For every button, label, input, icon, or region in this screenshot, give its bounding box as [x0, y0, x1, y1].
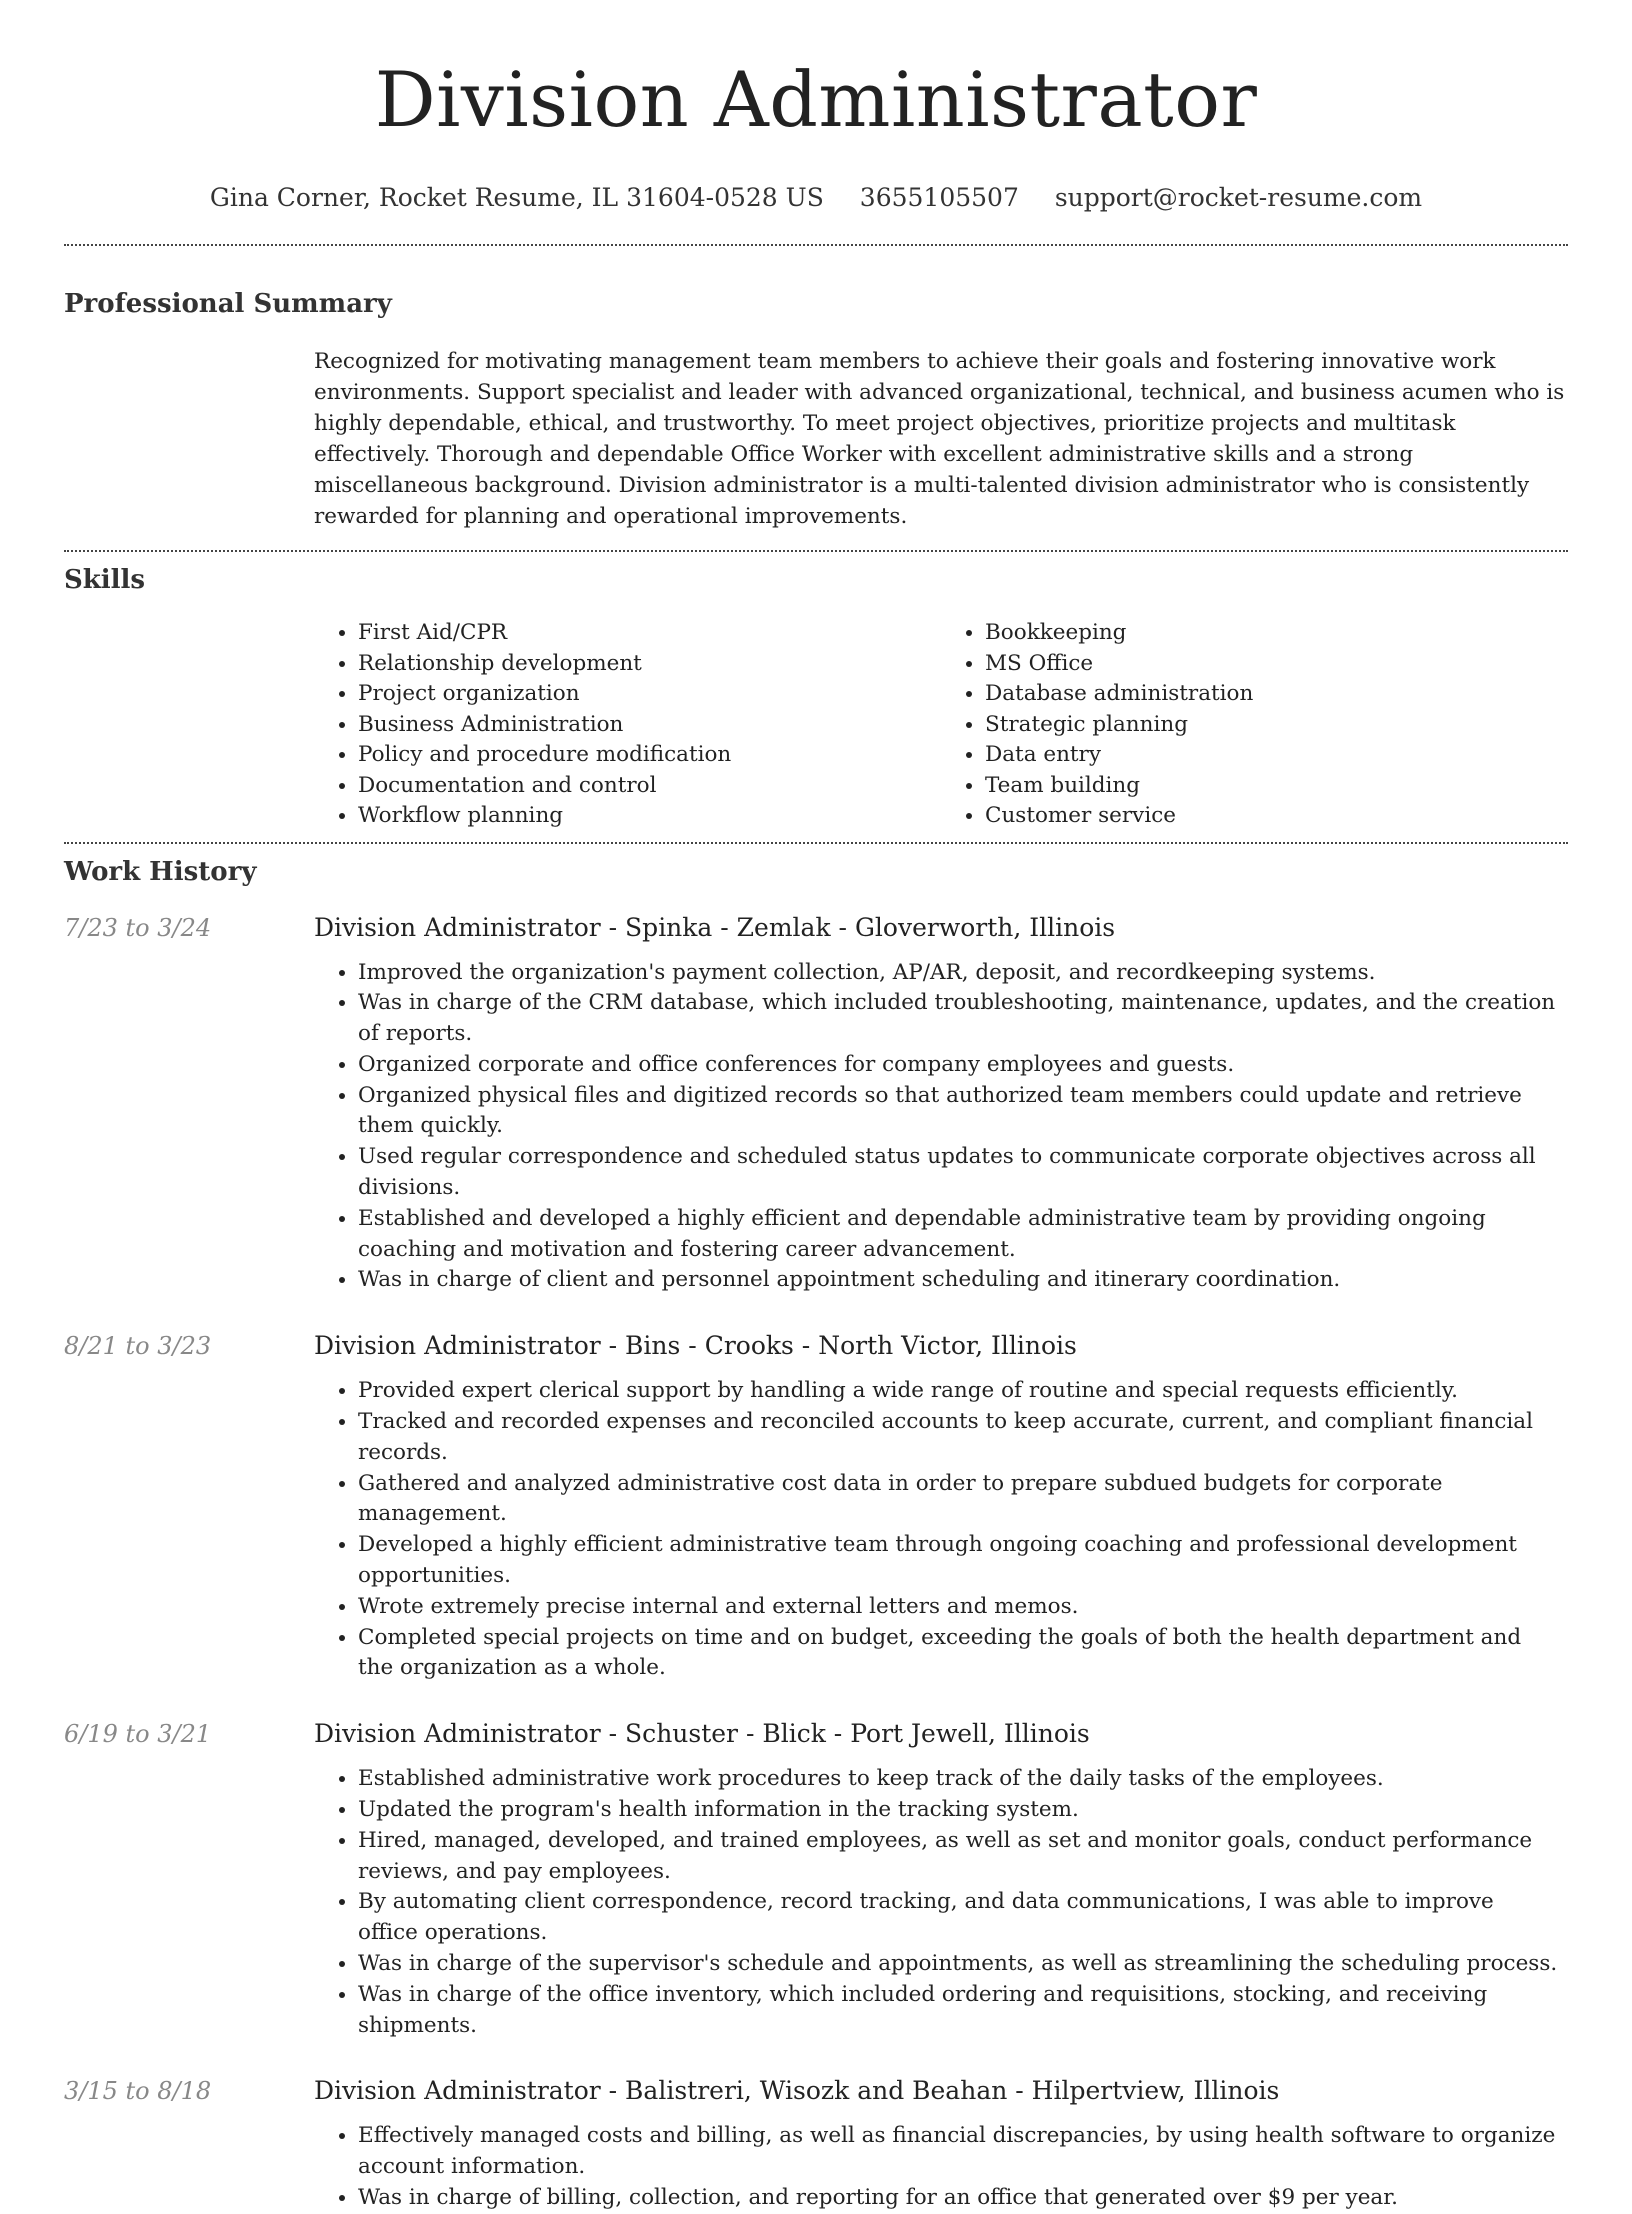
job-dates: 6/19 to 3/21: [64, 1720, 212, 1749]
work-history-heading: Work History: [64, 856, 257, 887]
job-bullet: • Was in charge of the office inventory, which included ordering and requisitions, stocking, and receiving shipments.: [358, 1980, 1568, 2042]
contact-phone: 3655105507: [859, 183, 1019, 212]
job-bullet: • Wrote extremely precise internal and external letters and memos.: [358, 1592, 1568, 1623]
job-heading: Division Administrator - Spinka - Zemlak - Gloverworth, Illinois: [314, 912, 1116, 942]
job-bullets: [314, 958, 1568, 1297]
skill-item: • Database administration: [985, 679, 1568, 710]
summary-heading: Professional Summary: [64, 289, 392, 319]
job-entry: [64, 912, 1568, 1297]
job-dates: 7/23 to 3/24: [64, 913, 212, 942]
job-bullet: • Developed a highly efficient administrative team through ongoing coaching and professional development opportunities.: [358, 1530, 1568, 1592]
skill-item: • MS Office: [985, 649, 1568, 680]
job-bullet: • Was in charge of the CRM database, which included troubleshooting, maintenance, updates, and the creation of reports.: [358, 988, 1568, 1050]
job-bullets: [314, 2121, 1568, 2213]
skill-item: • First Aid/CPR: [358, 618, 941, 649]
job-bullet: • Was in charge of billing, collection, and reporting for an office that generated over $9 per year.: [358, 2183, 1568, 2214]
job-bullet: • Tracked and recorded expenses and reconciled accounts to keep accurate, current, and compliant financial records.: [358, 1407, 1568, 1469]
resume-title: Division Administrator: [374, 55, 1258, 144]
job-heading: Division Administrator - Balistreri, Wisozk and Beahan - Hilpertview, Illinois: [314, 2076, 1280, 2106]
job-entry: [64, 1330, 1568, 1684]
job-entry: [64, 2075, 1568, 2213]
contact-email: support@rocket-resume.com: [1054, 183, 1423, 212]
job-bullet: • By automating client correspondence, record tracking, and data communications, I was able to improve office operations.: [358, 1887, 1568, 1949]
job-bullet: • Was in charge of client and personnel appointment scheduling and itinerary coordination.: [358, 1265, 1568, 1296]
job-dates: 8/21 to 3/23: [64, 1332, 212, 1361]
skills-heading: Skills: [64, 565, 146, 595]
job-dates: 3/15 to 8/18: [64, 2077, 212, 2106]
job-bullet: • Hired, managed, developed, and trained employees, as well as set and monitor goals, conduct performance reviews, and pay employees.: [358, 1826, 1568, 1888]
skills-column-left: [314, 618, 941, 832]
job-bullet: • Updated the program's health information in the tracking system.: [358, 1795, 1568, 1826]
job-bullet: • Completed special projects on time and on budget, exceeding the goals of both the health department and the organization as a whole.: [358, 1623, 1568, 1685]
skill-item: • Team building: [985, 771, 1568, 802]
job-bullet: • Organized corporate and office conferences for company employees and guests.: [358, 1050, 1568, 1081]
skill-item: • Bookkeeping: [985, 618, 1568, 649]
skill-item: • Policy and procedure modification: [358, 740, 941, 771]
job-bullets: [314, 1376, 1568, 1684]
job-bullet: • Established and developed a highly efficient and dependable administrative team by providing ongoing coaching and motivation and fostering career advancement.: [358, 1204, 1568, 1266]
skill-item: • Data entry: [985, 740, 1568, 771]
job-heading: Division Administrator - Schuster - Blick - Port Jewell, Illinois: [314, 1719, 1090, 1749]
skill-item: • Workflow planning: [358, 801, 941, 832]
section-divider: [64, 842, 1568, 844]
skills-column-right: [941, 618, 1568, 832]
job-bullet: • Used regular correspondence and scheduled status updates to communicate corporate objectives across all divisions.: [358, 1142, 1568, 1204]
job-bullet: • Effectively managed costs and billing, as well as financial discrepancies, by using health software to organize account information.: [358, 2121, 1568, 2183]
job-bullet: • Improved the organization's payment collection, AP/AR, deposit, and recordkeeping systems.: [358, 958, 1568, 989]
summary-text: Recognized for motivating management team members to achieve their goals and fostering innovative work environments. Support specialist and leader with advanced organizational, technical, and business acumen who is highly dependable, ethical, and trustworthy. To meet project objectives, prioritize projects and multitask effectively. Thorough and dependable Office Worker with excellent administrative skills and a strong miscellaneous background. Division administrator is a multi-talented division administrator who is consistently rewarded for planning and operational improvements.: [314, 349, 1565, 529]
skill-item: • Strategic planning: [985, 710, 1568, 741]
job-heading: Division Administrator - Bins - Crooks - North Victor, Illinois: [314, 1331, 1077, 1361]
job-bullet: • Established administrative work procedures to keep track of the daily tasks of the employees.: [358, 1764, 1568, 1795]
job-bullet: • Provided expert clerical support by handling a wide range of routine and special requests efficiently.: [358, 1376, 1568, 1407]
section-divider: [64, 244, 1568, 246]
resume-page: [64, 0, 1568, 2214]
skill-item: • Business Administration: [358, 710, 941, 741]
job-entry: [64, 1718, 1568, 2041]
skills-list: [314, 618, 1568, 832]
job-bullet: • Gathered and analyzed administrative cost data in order to prepare subdued budgets for corporate management.: [358, 1469, 1568, 1531]
skill-item: • Documentation and control: [358, 771, 941, 802]
skill-item: • Project organization: [358, 679, 941, 710]
contact-line: [64, 182, 1568, 214]
contact-address: Gina Corner, Rocket Resume, IL 31604-0528 US: [209, 183, 824, 212]
skill-item: • Customer service: [985, 801, 1568, 832]
section-divider: [64, 550, 1568, 552]
job-bullets: [314, 1764, 1568, 2041]
job-bullet: • Was in charge of the supervisor's schedule and appointments, as well as streamlining the scheduling process.: [358, 1949, 1568, 1980]
skill-item: • Relationship development: [358, 649, 941, 680]
job-bullet: • Organized physical files and digitized records so that authorized team members could update and retrieve them quickly.: [358, 1081, 1568, 1143]
